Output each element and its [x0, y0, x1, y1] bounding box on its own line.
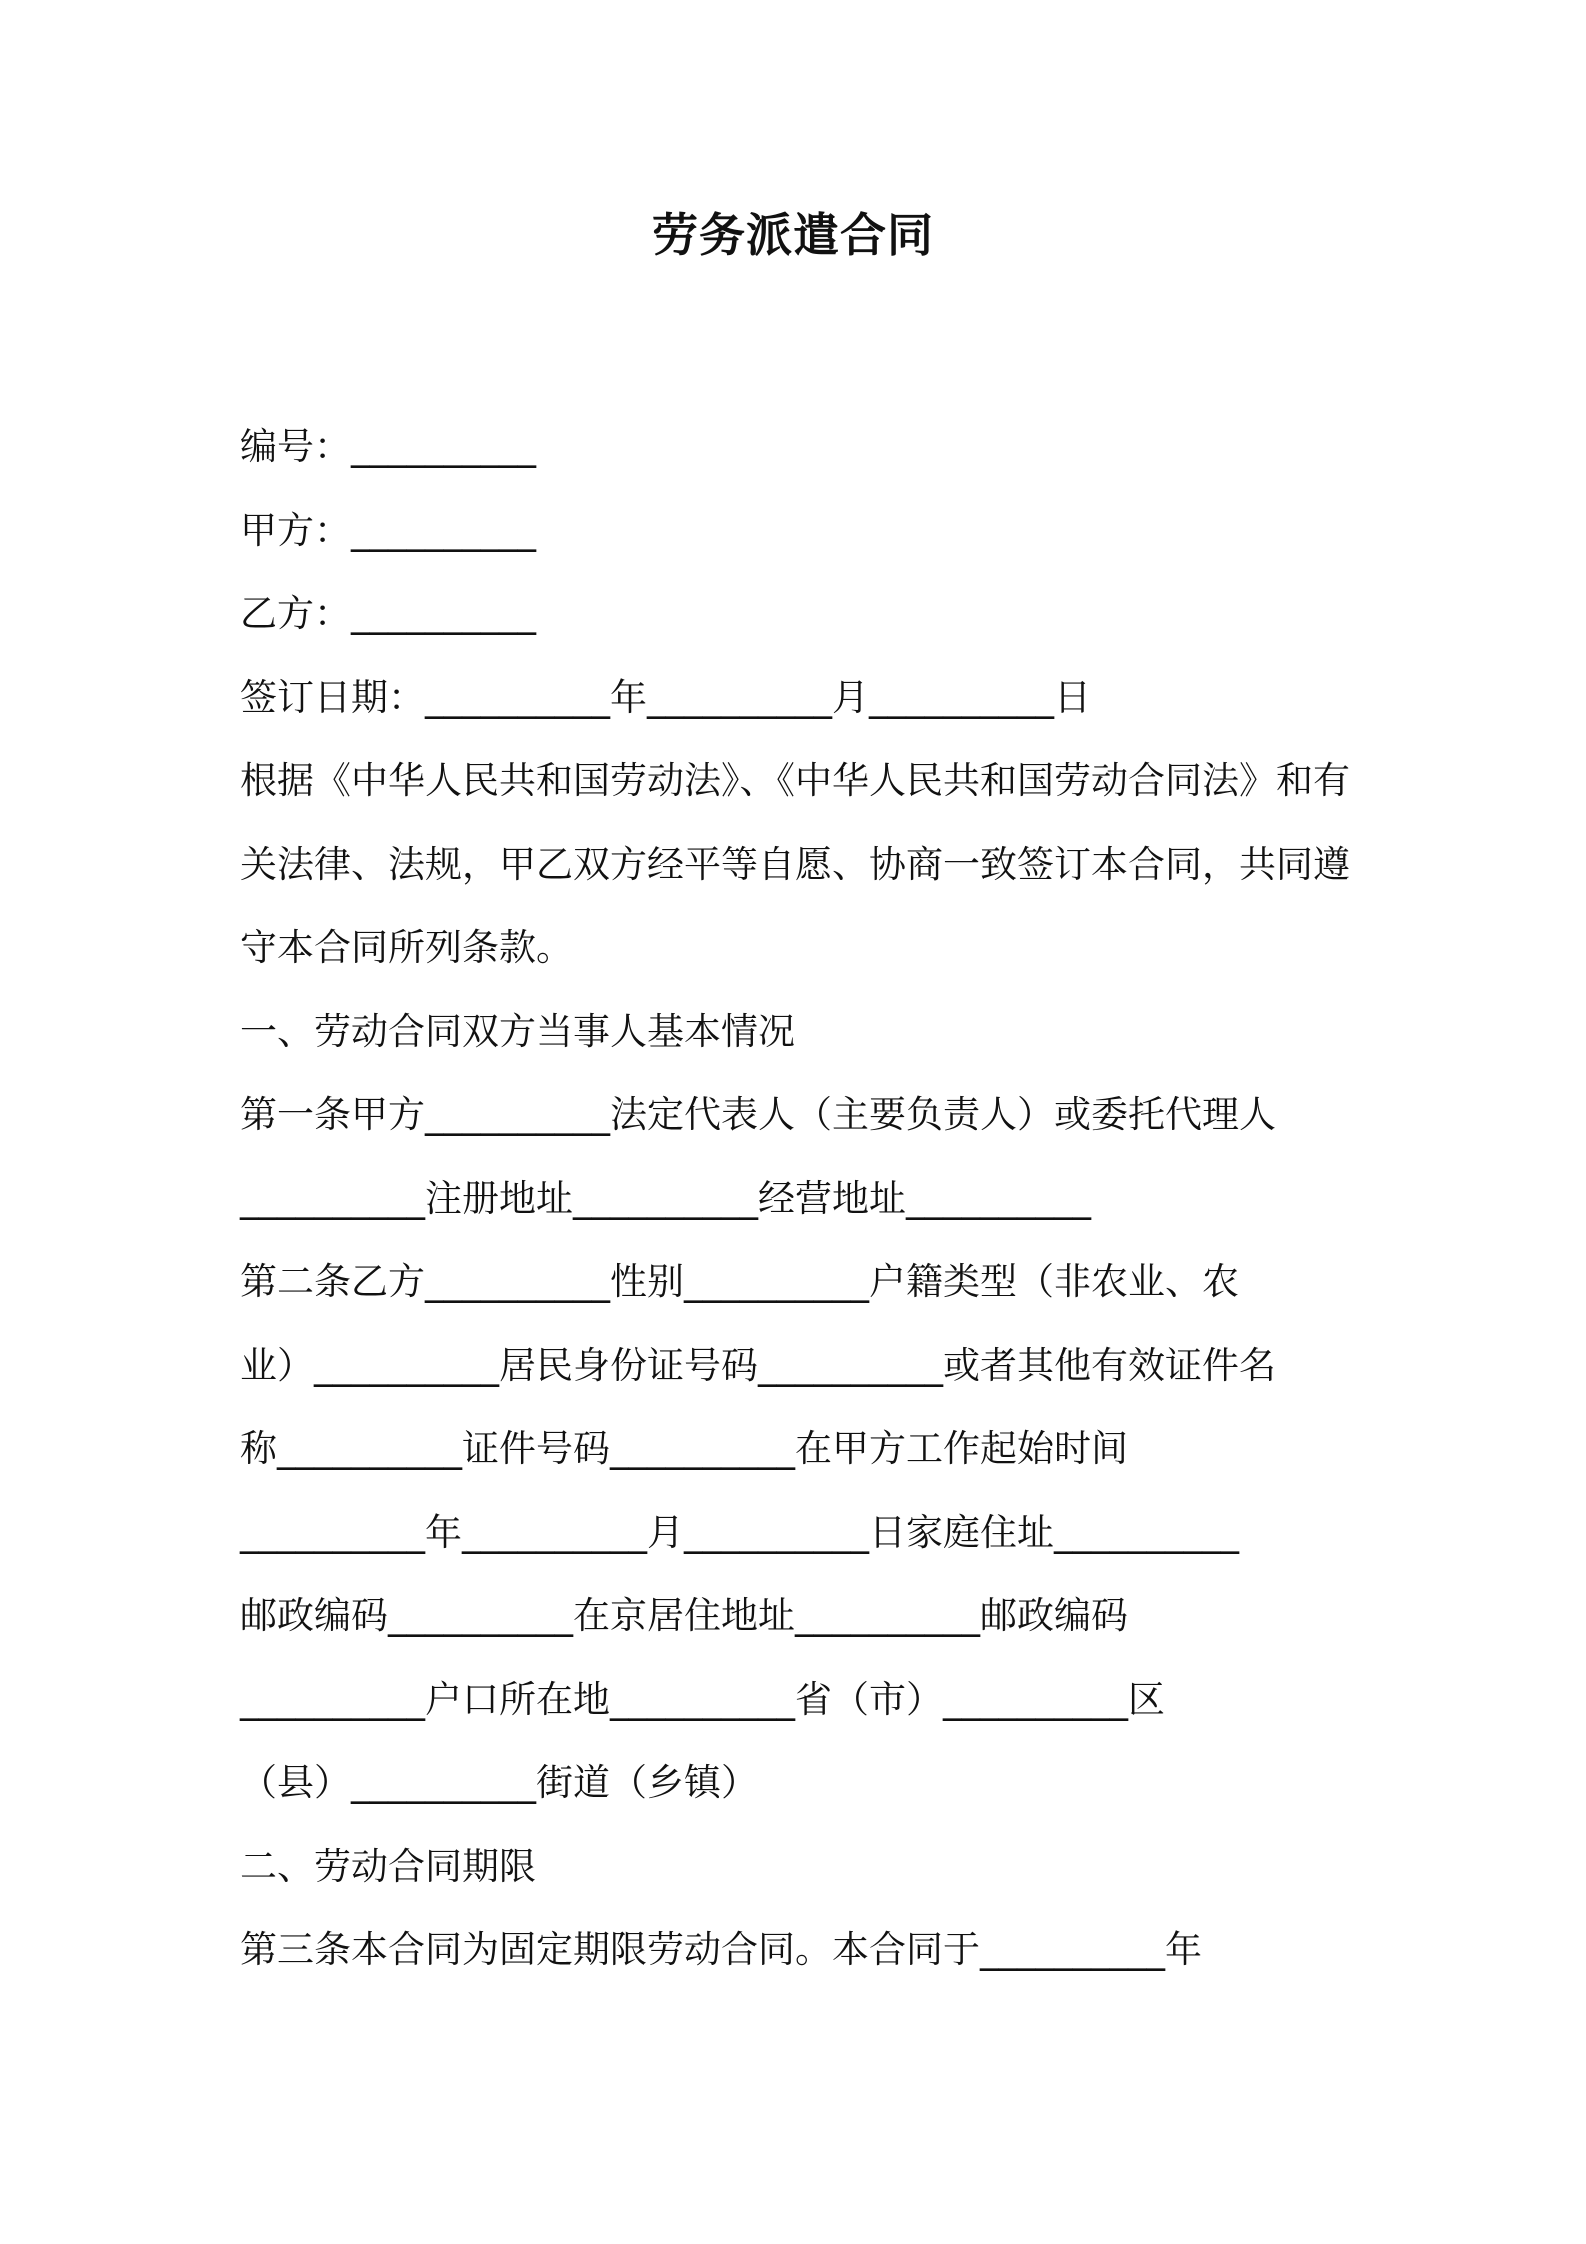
preamble-line-2: 关法律、法规，甲乙双方经平等自愿、协商一致签订本合同，共同遵 [240, 842, 1350, 886]
article-1-line-2: __________注册地址__________经营地址__________ [240, 1176, 1091, 1220]
article-2-line-4: __________年__________月__________日家庭住址__________ [240, 1510, 1239, 1554]
article-2-line-6: __________户口所在地__________省（市）__________区 [240, 1677, 1165, 1721]
signing-date-line: 签订日期：__________年__________月__________日 [240, 675, 1091, 719]
preamble-line-1: 根据《中华人民共和国劳动法》、《中华人民共和国劳动合同法》和有 [240, 759, 1350, 802]
article-2-line-5: 邮政编码__________在京居住地址__________邮政编码 [240, 1594, 1128, 1637]
article-2-line-7: （县）__________街道（乡镇） [240, 1761, 758, 1804]
preamble-line-3: 守本合同所列条款。 [240, 926, 573, 969]
section-heading-2: 二、劳动合同期限 [240, 1844, 536, 1888]
article-2-line-1: 第二条乙方__________性别__________户籍类型（非农业、农 [240, 1260, 1239, 1303]
article-1-line-1: 第一条甲方__________法定代表人（主要负责人）或委托代理人 [240, 1093, 1276, 1136]
document-body [240, 405, 1360, 1992]
section-heading-1: 一、劳动合同双方当事人基本情况 [240, 1009, 795, 1053]
party-a-line: 甲方：__________ [240, 508, 536, 552]
article-3-line-1: 第三条本合同为固定期限劳动合同。本合同于__________年 [240, 1928, 1202, 1971]
article-2-line-2: 业）__________居民身份证号码__________或者其他有效证件名 [240, 1343, 1276, 1387]
document-title: 劳务派遣合同 [652, 208, 934, 262]
contract-number-line: 编号：__________ [240, 425, 536, 468]
party-b-line: 乙方：__________ [240, 592, 536, 635]
article-2-line-3: 称__________证件号码__________在甲方工作起始时间 [240, 1427, 1128, 1470]
